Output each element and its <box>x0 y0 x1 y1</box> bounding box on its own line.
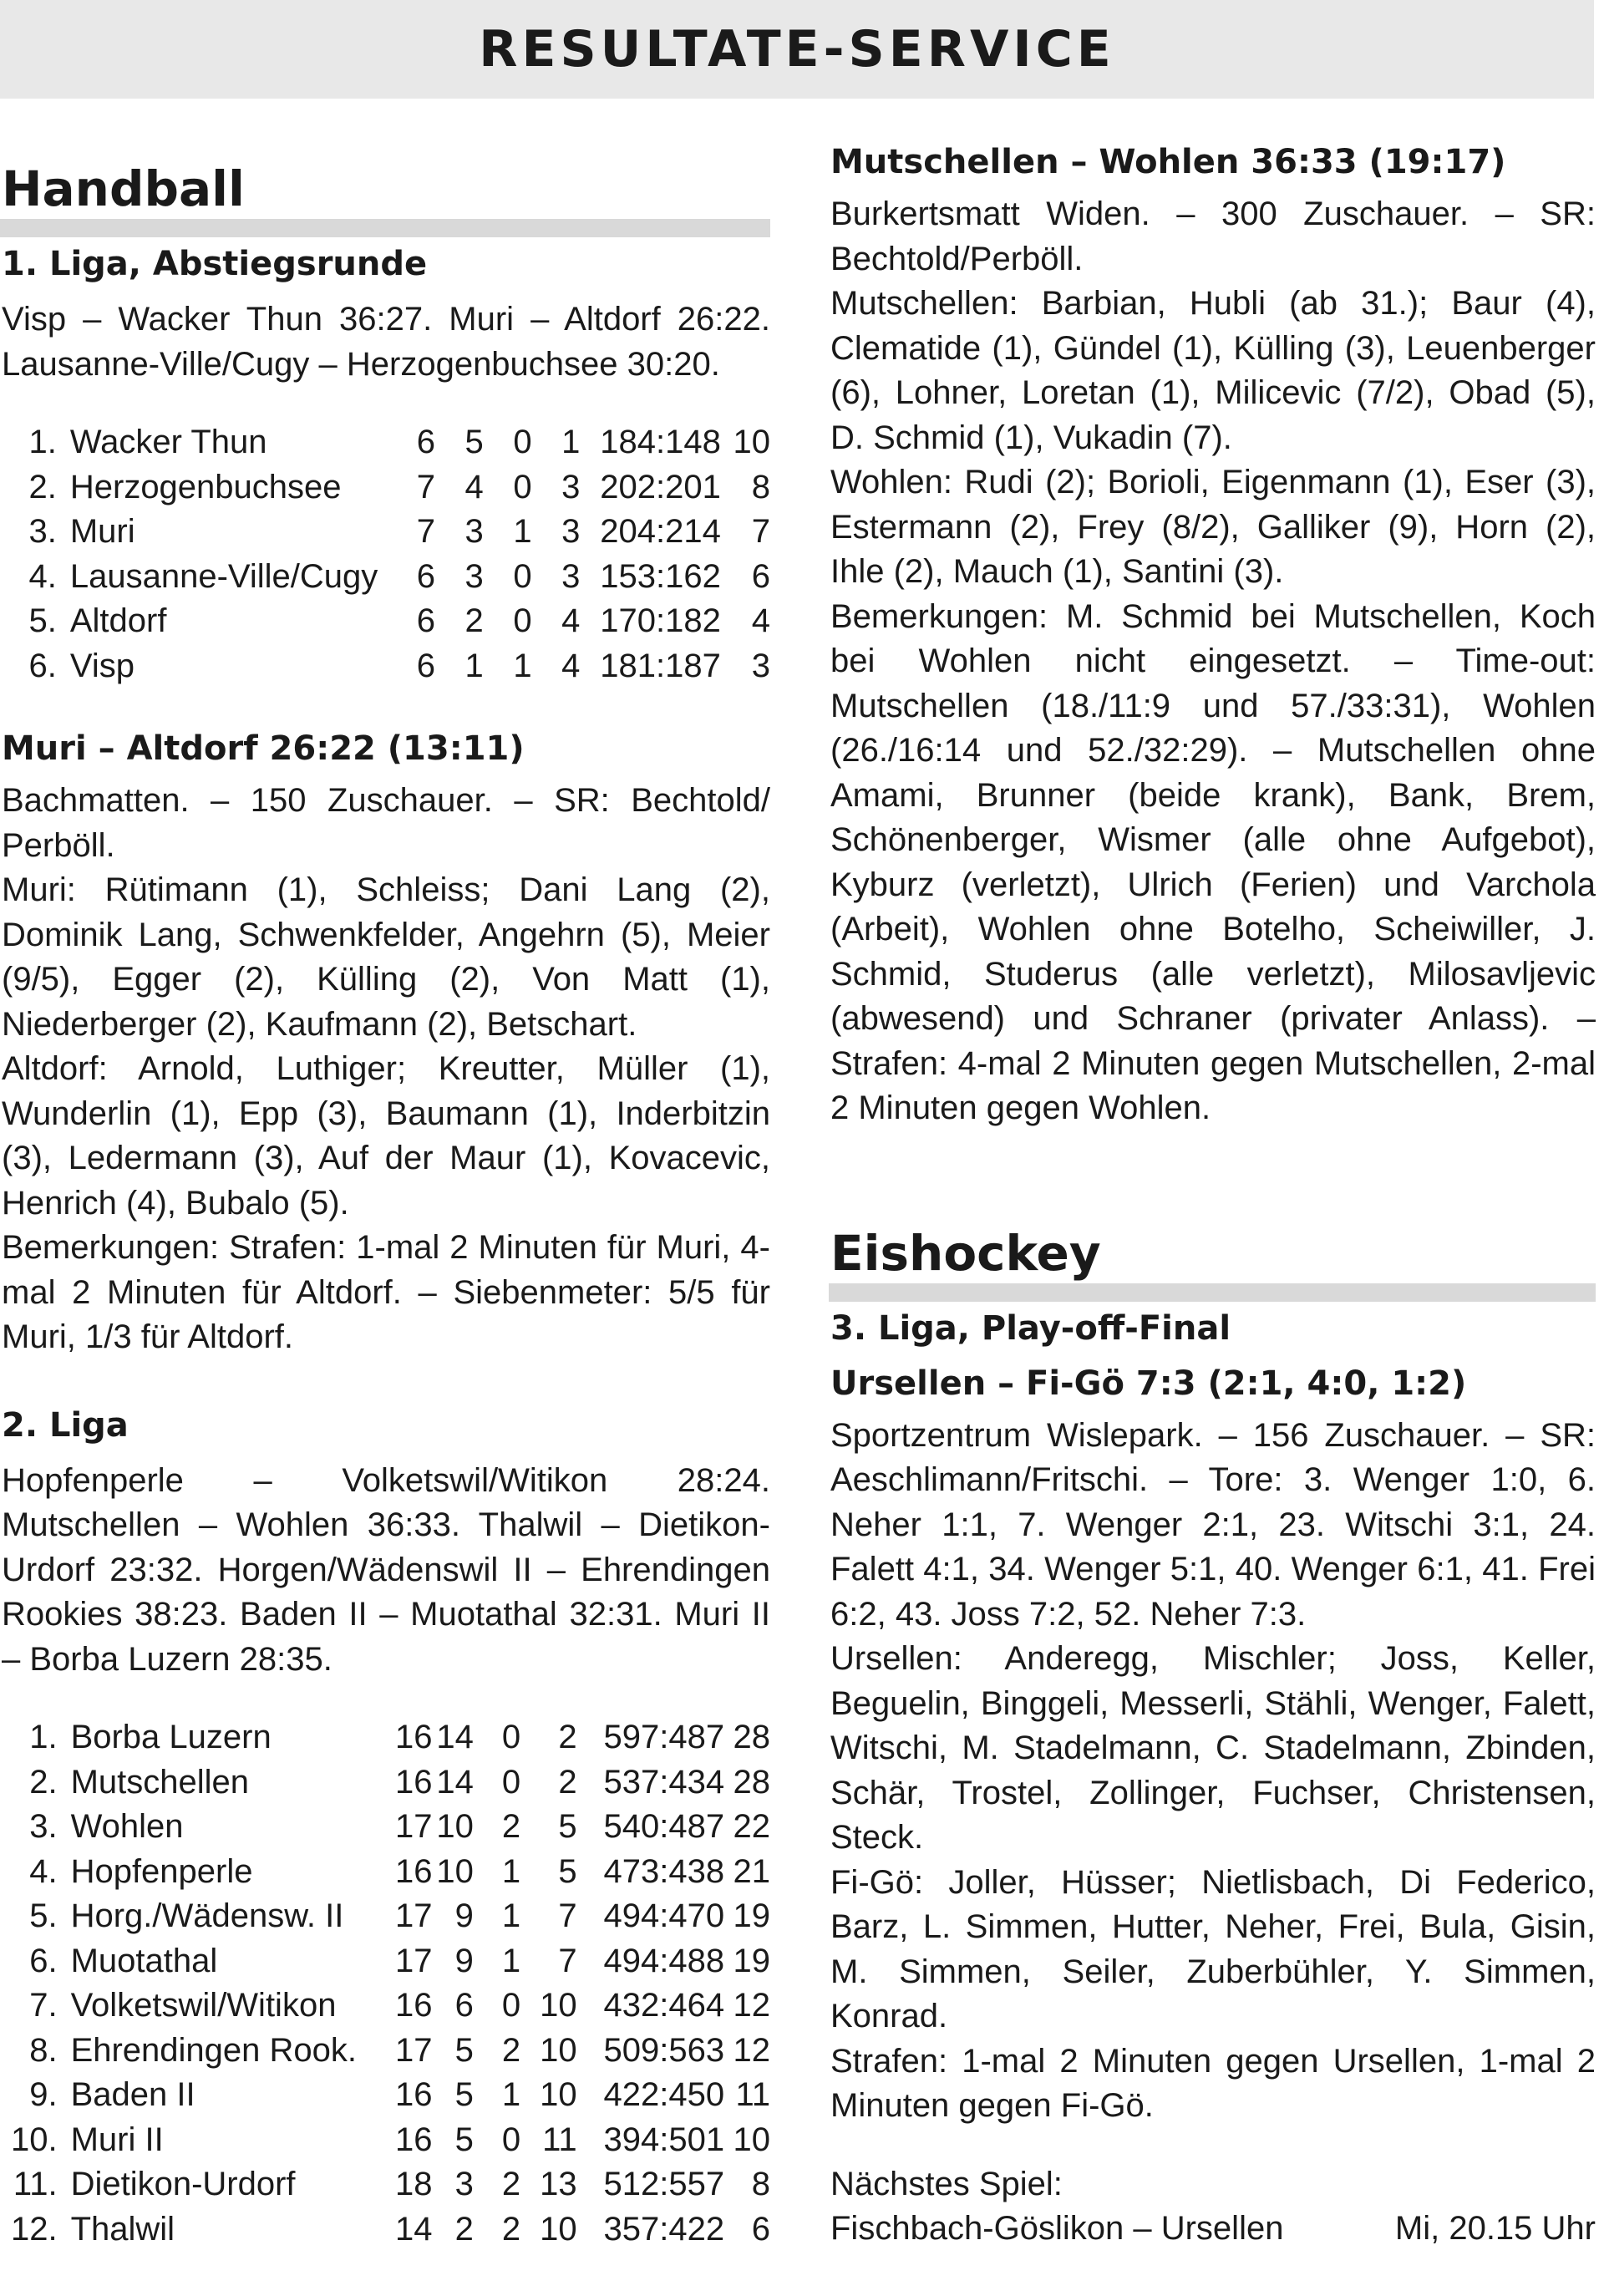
table-row <box>0 2073 770 2118</box>
draws-cell: 1 <box>501 1897 521 1934</box>
match-title: Muri – Altdorf 26:22 (13:11) <box>2 729 525 768</box>
league-title: 3. Liga, Play-off-Final <box>830 1308 1231 1348</box>
table-row <box>0 510 770 555</box>
draws-cell: 2 <box>501 1808 521 1845</box>
rank-cell: 9. <box>29 2076 58 2113</box>
games-cell: 7 <box>416 513 435 550</box>
games-cell: 6 <box>416 424 435 460</box>
rank-cell: 1. <box>28 424 57 460</box>
points-cell: 28 <box>733 1763 770 1801</box>
match-remarks: Strafen: 1-mal 2 Minuten gegen Ursellen, 1-mal 2 Minuten gegen Fi-Gö. <box>830 2042 1596 2124</box>
table-row <box>0 1939 770 1984</box>
left-column <box>0 159 770 2252</box>
wins-cell: 10 <box>436 1808 474 1845</box>
points-cell: 8 <box>751 468 770 505</box>
table-row <box>0 1760 770 1806</box>
table-row <box>0 2207 770 2253</box>
goals-cell: 204:214 <box>600 513 721 550</box>
losses-cell: 1 <box>561 424 581 460</box>
points-cell: 19 <box>733 1942 770 1979</box>
losses-cell: 7 <box>558 1897 577 1934</box>
points-cell: 6 <box>751 2210 770 2248</box>
wins-cell: 9 <box>454 1897 474 1934</box>
points-cell: 21 <box>733 1852 770 1890</box>
wins-cell: 5 <box>454 2121 474 2158</box>
wins-cell: 5 <box>464 424 484 460</box>
games-cell: 6 <box>416 647 435 684</box>
results-text: Hopfenperle – Volketswil/Witikon 28:24. Mutschellen – Wohlen 36:33. Thalwil – Dietikon-Urdorf 23:32. Horgen/Wädenswil II – Ehrendingen Rookies 38:23. Baden II – Muotathal 32:31. Muri II – Borba Luzern 28:35. <box>2 1461 770 1678</box>
team-cell: Ehrendingen Rook. <box>70 2031 358 2069</box>
wins-cell: 10 <box>436 1852 474 1890</box>
league-title: 2. Liga <box>2 1405 129 1445</box>
rank-cell: 5. <box>29 1897 58 1934</box>
wins-cell: 14 <box>436 1763 474 1801</box>
rank-cell: 3. <box>29 1808 58 1845</box>
team-cell: Horg./Wädensw. II <box>70 1897 344 1934</box>
goals-cell: 181:187 <box>600 647 721 684</box>
team-cell: Wohlen <box>70 1808 184 1845</box>
draws-cell: 1 <box>501 1852 521 1890</box>
games-cell: 16 <box>394 1987 433 2024</box>
standings-table <box>0 1715 770 2252</box>
draws-cell: 1 <box>513 513 532 550</box>
standings-table <box>0 420 770 688</box>
games-cell: 17 <box>394 1942 433 1979</box>
losses-cell: 5 <box>558 1808 577 1845</box>
rank-cell: 5. <box>28 602 57 639</box>
draws-cell: 1 <box>501 2076 521 2113</box>
losses-cell: 10 <box>540 1987 577 2024</box>
next-game-teams: Fischbach-Göslikon – Ursellen <box>830 2210 1284 2247</box>
table-row <box>0 1715 770 1760</box>
team-cell: Wacker Thun <box>69 424 267 460</box>
wins-cell: 4 <box>464 468 484 505</box>
draws-cell: 0 <box>513 424 532 460</box>
goals-cell: 202:201 <box>600 468 721 505</box>
team-cell: Altdorf <box>69 602 167 639</box>
draws-cell: 0 <box>513 602 532 639</box>
draws-cell: 2 <box>501 2210 521 2248</box>
points-cell: 11 <box>735 2076 770 2113</box>
losses-cell: 13 <box>540 2166 577 2202</box>
draws-cell: 0 <box>513 557 532 595</box>
rank-cell: 2. <box>28 468 57 505</box>
match-venue: Sportzentrum Wislepark. – 156 Zuschauer. – SR: Aeschlimann/Fritschi. – Tore: 3. Wenger 1:0, 6. Neher 1:1, 7. Wenger 2:1, 23. Witschi 3:1, 24. Falett 4:1, 34. Wenger 5:1, 40. Wenger 6:1, 41. Frei 6:2, 43. Joss 7:2, 52. Neher 7:3. <box>830 1416 1596 1633</box>
points-cell: 3 <box>751 647 770 684</box>
table-row <box>0 2162 770 2207</box>
goals-cell: 473:438 <box>603 1852 725 1890</box>
games-cell: 16 <box>394 2121 433 2158</box>
losses-cell: 10 <box>540 2210 577 2248</box>
rank-cell: 2. <box>29 1763 58 1801</box>
table-row <box>0 644 770 689</box>
rank-cell: 7. <box>29 1987 58 2024</box>
goals-cell: 422:450 <box>603 2076 725 2113</box>
draws-cell: 1 <box>501 1942 521 1979</box>
rank-cell: 1. <box>29 1719 58 1755</box>
match-team1: Ursellen: Anderegg, Mischler; Joss, Keller, Beguelin, Binggeli, Messerli, Stähli, Wenger, Falett, Witschi, M. Stadelmann, C. Stadelmann, Zbinden, Schär, Trostel, Zollinger, Fuchser, Christensen, Steck. <box>830 1640 1596 1856</box>
goals-cell: 597:487 <box>603 1719 725 1755</box>
games-cell: 18 <box>394 2166 433 2202</box>
goals-cell: 153:162 <box>600 557 721 595</box>
losses-cell: 4 <box>561 602 581 639</box>
rank-cell: 6. <box>29 1942 58 1979</box>
table-row <box>0 465 770 511</box>
draws-cell: 1 <box>513 647 532 684</box>
points-cell: 7 <box>751 513 770 550</box>
wins-cell: 2 <box>454 2210 474 2248</box>
losses-cell: 2 <box>558 1719 577 1755</box>
right-column <box>829 140 1596 2252</box>
league-title: 1. Liga, Abstiegsrunde <box>2 245 428 283</box>
games-cell: 6 <box>416 557 435 595</box>
page-header <box>0 0 1594 99</box>
match-remarks: Bemerkungen: M. Schmid bei Mutschellen, Koch bei Wohlen nicht eingesetzt. – Time-out: Mutschellen (18./11:9 und 57./33:31), Wohlen (26./16:14 und 52./32:29). – Mutschellen ohne Amami, Brunner (beide krank), Bank, Brem, Schönenberger, Wismer (alle ohne Aufgebot), Kyburz (verletzt), Ulrich (Ferien) und Varchola (Arbeit), Wohlen ohne Botelho, Scheiwiller, J. Schmid, Studerus (alle verletzt), Milosavljevic (abwesend) und Schraner (privater Anlass). – Strafen: 4-mal 2 Minuten gegen Mutschellen, 2-mal 2 Minuten gegen Wohlen. <box>830 597 1596 1126</box>
rank-cell: 4. <box>28 557 57 595</box>
points-cell: 6 <box>751 557 770 595</box>
losses-cell: 11 <box>542 2121 577 2158</box>
table-row <box>0 420 770 465</box>
points-cell: 10 <box>733 2121 770 2158</box>
table-row <box>0 2029 770 2074</box>
wins-cell: 14 <box>436 1719 474 1755</box>
games-cell: 17 <box>394 2031 433 2069</box>
draws-cell: 0 <box>501 1987 521 2024</box>
points-cell: 12 <box>733 1987 770 2024</box>
rank-cell: 11. <box>13 2166 58 2202</box>
section-title-eishockey: Eishockey <box>829 1223 1596 1302</box>
games-cell: 16 <box>394 1763 433 1801</box>
match-venue: Bachmatten. – 150 Zuschauer. – SR: Bechtold/ Perböll. <box>2 782 770 864</box>
match-title: Mutschellen – Wohlen 36:33 (19:17) <box>830 143 1506 181</box>
goals-cell: 512:557 <box>603 2166 725 2202</box>
draws-cell: 2 <box>501 2031 521 2069</box>
draws-cell: 0 <box>501 2121 521 2158</box>
points-cell: 19 <box>733 1897 770 1934</box>
table-row <box>0 1850 770 1895</box>
goals-cell: 509:563 <box>603 2031 725 2069</box>
team-cell: Visp <box>69 647 135 684</box>
team-cell: Mutschellen <box>70 1763 249 1801</box>
team-cell: Dietikon-Urdorf <box>70 2166 296 2202</box>
next-game-label: Nächstes Spiel: <box>830 2165 1063 2202</box>
games-cell: 16 <box>394 1852 433 1890</box>
match-team1: Mutschellen: Barbian, Hubli (ab 31.); Baur (4), Clematide (1), Gündel (1), Külling (3), Leuenberger (6), Lohner, Loretan (1), Milicevic (7/2), Obad (5), D. Schmid (1), Vukadin (7). <box>830 285 1596 456</box>
losses-cell: 3 <box>561 513 581 550</box>
wins-cell: 3 <box>454 2166 474 2202</box>
wins-cell: 3 <box>464 557 484 595</box>
page-title: RESULTATE-SERVICE <box>479 20 1115 79</box>
games-cell: 7 <box>416 468 435 505</box>
rank-cell: 10. <box>10 2121 58 2158</box>
draws-cell: 2 <box>501 2166 521 2202</box>
points-cell: 22 <box>733 1808 770 1845</box>
losses-cell: 10 <box>540 2031 577 2069</box>
goals-cell: 184:148 <box>600 424 721 460</box>
next-game-time: Mi, 20.15 Uhr <box>1394 2210 1596 2247</box>
table-row <box>0 555 770 600</box>
team-cell: Borba Luzern <box>70 1719 272 1755</box>
games-cell: 17 <box>394 1897 433 1934</box>
table-row <box>0 599 770 644</box>
goals-cell: 537:434 <box>603 1763 725 1801</box>
wins-cell: 5 <box>454 2031 474 2069</box>
losses-cell: 3 <box>561 468 581 505</box>
losses-cell: 10 <box>540 2076 577 2113</box>
losses-cell: 2 <box>558 1763 577 1801</box>
games-cell: 16 <box>394 1719 433 1755</box>
team-cell: Muri II <box>70 2121 164 2158</box>
losses-cell: 3 <box>561 557 581 595</box>
team-cell: Hopfenperle <box>70 1852 253 1890</box>
goals-cell: 394:501 <box>603 2121 725 2158</box>
team-cell: Thalwil <box>70 2210 175 2248</box>
match-remarks: Bemerkungen: Strafen: 1-mal 2 Minuten für Muri, 4-mal 2 Minuten für Altdorf. – Siebenmeter: 5/5 für Muri, 1/3 für Altdorf. <box>2 1229 770 1355</box>
rank-cell: 4. <box>29 1852 58 1890</box>
table-row <box>0 1984 770 2029</box>
results-text: Visp – Wacker Thun 36:27. Muri – Altdorf 26:22. Lausanne-Ville/Cugy – Herzogenbuchsee 30:20. <box>2 301 770 383</box>
rank-cell: 3. <box>28 513 57 550</box>
team-cell: Volketswil/Witikon <box>70 1987 337 2024</box>
goals-cell: 494:470 <box>603 1897 725 1934</box>
match-team1: Muri: Rütimann (1), Schleiss; Dani Lang (2), Dominik Lang, Schwenkfelder, Angehrn (5), Meier (9/5), Egger (2), Külling (2), Von Matt (1), Niederberger (2), Kaufmann (2), Betschart. <box>2 871 770 1043</box>
games-cell: 14 <box>394 2210 433 2248</box>
goals-cell: 494:488 <box>603 1942 725 1979</box>
wins-cell: 2 <box>464 602 484 639</box>
table-row <box>0 1894 770 1939</box>
goals-cell: 357:422 <box>603 2210 725 2248</box>
draws-cell: 0 <box>513 468 532 505</box>
games-cell: 16 <box>394 2076 433 2113</box>
draws-cell: 0 <box>501 1719 521 1755</box>
losses-cell: 7 <box>558 1942 577 1979</box>
wins-cell: 1 <box>464 647 484 684</box>
points-cell: 4 <box>751 602 770 639</box>
match-team2: Altdorf: Arnold, Luthiger; Kreutter, Müller (1), Wunderlin (1), Epp (3), Baumann (1), Inderbitzin (3), Ledermann (3), Auf der Maur (1), Kovacevic, Henrich (4), Bubalo (5). <box>2 1050 770 1222</box>
games-cell: 6 <box>416 602 435 639</box>
goals-cell: 432:464 <box>603 1987 725 2024</box>
match-team2: Wohlen: Rudi (2); Borioli, Eigenmann (1), Eser (3), Estermann (2), Frey (8/2), Galliker (9), Horn (2), Ihle (2), Mauch (1), Santini (3). <box>830 464 1596 590</box>
team-cell: Muri <box>69 513 135 550</box>
points-cell: 10 <box>733 424 770 460</box>
team-cell: Lausanne-Ville/Cugy <box>69 557 378 595</box>
points-cell: 8 <box>751 2166 770 2202</box>
points-cell: 28 <box>733 1719 770 1755</box>
points-cell: 12 <box>733 2031 770 2069</box>
games-cell: 17 <box>394 1808 433 1845</box>
rank-cell: 12. <box>10 2210 58 2248</box>
wins-cell: 5 <box>454 2076 474 2113</box>
match-team2: Fi-Gö: Joller, Hüsser; Nietlisbach, Di Federico, Barz, L. Simmen, Hutter, Neher, Frei, Bula, Gisin, M. Simmen, Seiler, Zuberbühler, Y. Simmen, Konrad. <box>830 1863 1596 2034</box>
table-row <box>0 2118 770 2163</box>
match-title: Ursellen – Fi-Gö 7:3 (2:1, 4:0, 1:2) <box>830 1364 1467 1403</box>
goals-cell: 170:182 <box>600 602 721 639</box>
rank-cell: 6. <box>28 647 57 684</box>
team-cell: Baden II <box>70 2076 195 2113</box>
losses-cell: 5 <box>558 1852 577 1890</box>
match-venue: Burkertsmatt Widen. – 300 Zuschauer. – SR: Bechtold/Perböll. <box>830 196 1596 277</box>
losses-cell: 4 <box>561 647 581 684</box>
team-cell: Herzogenbuchsee <box>69 468 342 505</box>
team-cell: Muotathal <box>70 1942 218 1979</box>
table-row <box>0 1805 770 1850</box>
goals-cell: 540:487 <box>603 1808 725 1845</box>
rank-cell: 8. <box>29 2031 58 2069</box>
wins-cell: 6 <box>454 1987 474 2024</box>
section-title-handball: Handball <box>0 159 770 237</box>
draws-cell: 0 <box>501 1763 521 1801</box>
wins-cell: 9 <box>454 1942 474 1979</box>
wins-cell: 3 <box>464 513 484 550</box>
next-game <box>830 2207 1596 2252</box>
